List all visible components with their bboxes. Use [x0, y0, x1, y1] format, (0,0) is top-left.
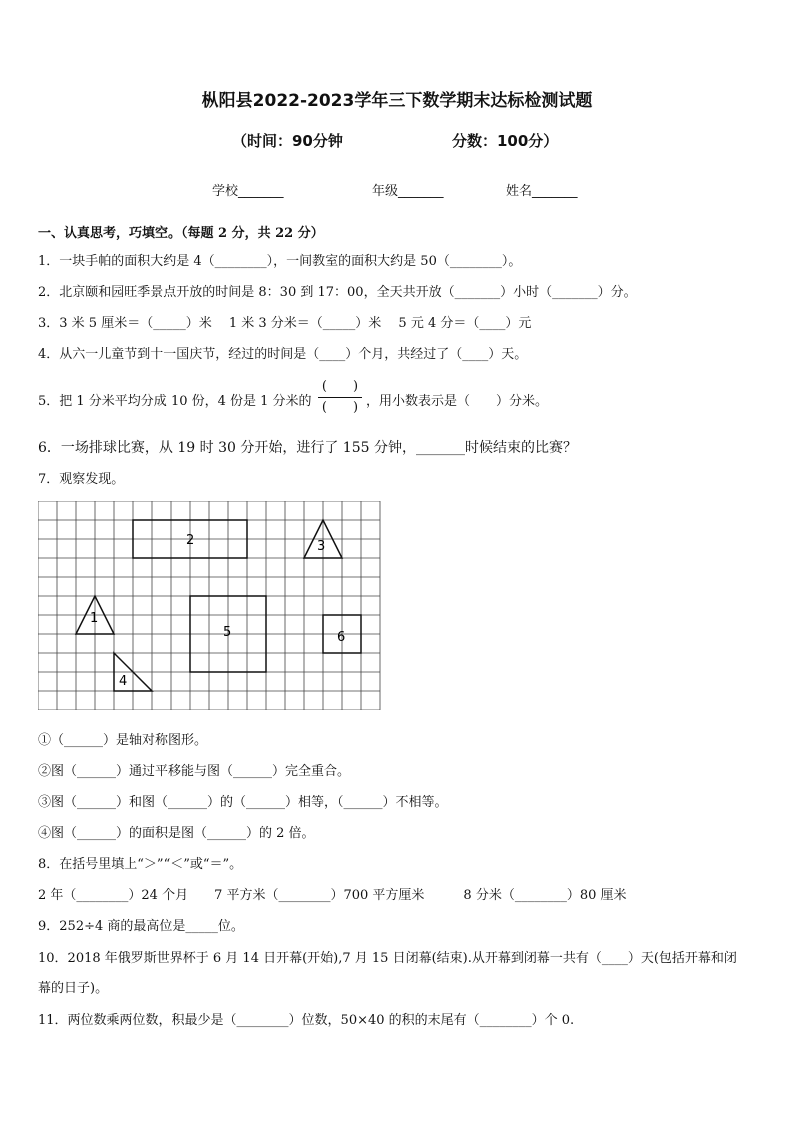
question-2: 2．北京颐和园旺季景点开放的时间是 8：30 到 17：00，全天共开放（_______）小时（_______）分。: [38, 285, 637, 300]
grade-field: 年级_______: [372, 184, 444, 199]
label-shape-6: 6: [337, 630, 346, 645]
question-9: 9．252÷4 商的最高位是_____位。: [38, 919, 244, 934]
exam-time: （时间：90分钟: [232, 132, 343, 150]
question-7: 7．观察发现。: [38, 472, 125, 487]
question-5-start: 5．把 1 分米平均分成 10 份，4 份是 1 分米的: [38, 394, 312, 409]
question-8: 8．在括号里填上“＞”“＜”或“＝”。: [38, 857, 243, 872]
question-3: 3．3 米 5 厘米＝（_____）米 1 米 3 分米＝（_____）米 5 元 4 分＝（____）元: [38, 316, 532, 331]
label-shape-4: 4: [119, 674, 128, 689]
question-6: 6．一场排球比赛，从 19 时 30 分开始，进行了 155 分钟，_______时候结束的比赛？: [38, 440, 577, 456]
fraction-numerator: ( ): [321, 379, 359, 394]
question-7-1: ①（______）是轴对称图形。: [38, 733, 208, 748]
question-4: 4．从六一儿童节到十一国庆节，经过的时间是（____）个月，共经过了（____）天。: [38, 347, 528, 362]
question-10-line-1: 10．2018 年俄罗斯世界杯于 6 月 14 日开幕(开始),7 月 15 日闭幕(结束).从开幕到闭幕一共有（____）天(包括开幕和闭: [38, 951, 737, 966]
school-field: 学校_______: [212, 184, 284, 199]
question-10-line-2: 幕的日子)。: [38, 981, 109, 996]
question-1: 1．一块手帕的面积大约是 4（________），一间教室的面积大约是 50（________）。: [38, 254, 522, 269]
label-shape-5: 5: [223, 625, 232, 640]
label-shape-2: 2: [186, 533, 195, 548]
question-8-items: 2 年（________）24 个月 7 平方米（________）700 平方厘米 8 分米（________）80 厘米: [38, 888, 627, 903]
question-5-fraction: [316, 378, 364, 417]
section-heading: 一、认真思考，巧填空。（每题 2 分，共 22 分）: [38, 226, 324, 241]
fraction-bar: [318, 397, 362, 398]
fraction-denominator: ( ): [321, 400, 359, 415]
exam-score: 分数：100分）: [452, 132, 559, 150]
exam-title: 枞阳县2022-2023学年三下数学期末达标检测试题: [201, 91, 593, 111]
question-5-end: ，用小数表示是（ ）分米。: [366, 394, 549, 409]
question-7-4: ④图（______）的面积是图（______）的 2 倍。: [38, 826, 315, 841]
name-field: 姓名_______: [506, 184, 578, 199]
question-11: 11．两位数乘两位数，积最少是（________）位数，50×40 的积的末尾有（________）个 0.: [38, 1013, 575, 1028]
question-7-3: ③图（______）和图（______）的（______）相等，（______）不相等。: [38, 795, 448, 810]
label-shape-1: 1: [90, 611, 99, 626]
shape-grid: [38, 501, 381, 710]
question-7-2: ②图（______）通过平移能与图（______）完全重合。: [38, 764, 351, 779]
label-shape-3: 3: [317, 539, 326, 554]
